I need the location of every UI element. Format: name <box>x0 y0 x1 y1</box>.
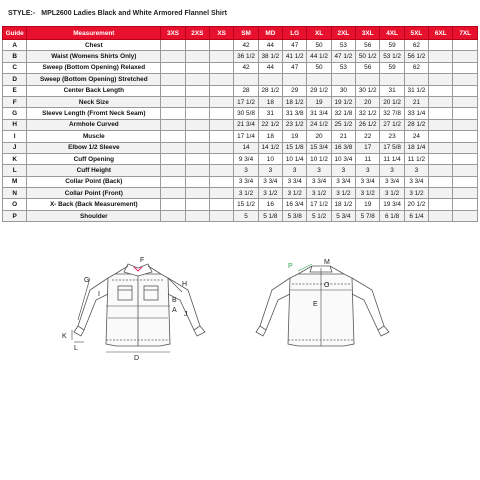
size-value-cell: 31 3/8 <box>283 108 307 119</box>
size-value-cell <box>234 74 258 85</box>
column-header: 3XS <box>161 27 185 40</box>
table-row <box>3 210 478 221</box>
size-value-cell: 3 1/2 <box>331 188 355 199</box>
size-value-cell <box>429 176 453 187</box>
size-value-cell: 10 1/4 <box>283 153 307 164</box>
size-value-cell: 24 <box>404 131 428 142</box>
size-value-cell: 47 1/2 <box>331 51 355 62</box>
size-value-cell: 25 1/2 <box>331 119 355 130</box>
size-value-cell: 3 <box>234 165 258 176</box>
measurement-name: Neck Size <box>27 96 161 107</box>
back-shirt-drawing <box>256 266 389 346</box>
table-header-row <box>3 27 478 40</box>
column-header: 7XL <box>453 27 478 40</box>
size-value-cell: 30 <box>331 85 355 96</box>
size-value-cell <box>185 62 209 73</box>
size-value-cell: 3 <box>380 165 404 176</box>
size-value-cell: 23 1/2 <box>283 119 307 130</box>
size-value-cell <box>453 40 478 51</box>
size-value-cell <box>210 119 234 130</box>
size-value-cell <box>453 176 478 187</box>
column-header: Measurement <box>27 27 161 40</box>
size-value-cell: 28 1/2 <box>404 119 428 130</box>
size-value-cell <box>161 142 185 153</box>
size-value-cell: 3 3/4 <box>234 176 258 187</box>
size-value-cell: 11 <box>356 153 380 164</box>
size-value-cell: 3 3/4 <box>404 176 428 187</box>
size-value-cell: 20 <box>307 131 331 142</box>
measurement-name: Armhole Curved <box>27 119 161 130</box>
size-value-cell <box>161 74 185 85</box>
size-value-cell: 10 1/2 <box>307 153 331 164</box>
size-value-cell <box>210 62 234 73</box>
size-value-cell: 3 3/4 <box>258 176 282 187</box>
size-value-cell <box>185 108 209 119</box>
size-value-cell <box>185 142 209 153</box>
table-row <box>3 85 478 96</box>
size-value-cell: 5 3/8 <box>283 210 307 221</box>
size-value-cell: 16 3/4 <box>283 199 307 210</box>
column-header: MD <box>258 27 282 40</box>
size-value-cell <box>453 74 478 85</box>
table-body <box>3 40 478 222</box>
size-value-cell <box>210 74 234 85</box>
measurement-name: Waist (Womens Shirts Only) <box>27 51 161 62</box>
size-value-cell: 31 <box>258 108 282 119</box>
size-value-cell: 15 3/4 <box>307 142 331 153</box>
column-header: SM <box>234 27 258 40</box>
table-row <box>3 51 478 62</box>
table-row <box>3 40 478 51</box>
size-value-cell: 44 <box>258 62 282 73</box>
size-value-cell <box>210 188 234 199</box>
size-value-cell: 44 1/2 <box>307 51 331 62</box>
size-value-cell <box>185 40 209 51</box>
size-value-cell <box>453 96 478 107</box>
label-i: I <box>98 291 100 298</box>
shirt-measurement-diagram <box>60 254 440 366</box>
size-value-cell <box>185 210 209 221</box>
guide-letter: K <box>3 153 27 164</box>
size-value-cell <box>210 96 234 107</box>
product-title: MPL2600 Ladies Black and White Armored Flannel Shirt <box>41 9 227 17</box>
size-value-cell: 5 7/8 <box>356 210 380 221</box>
size-value-cell: 10 <box>258 153 282 164</box>
size-value-cell: 3 <box>307 165 331 176</box>
size-value-cell <box>161 153 185 164</box>
size-value-cell <box>429 153 453 164</box>
size-value-cell: 59 <box>380 62 404 73</box>
size-value-cell <box>210 108 234 119</box>
style-label: STYLE:- <box>8 9 36 17</box>
size-value-cell: 50 <box>307 40 331 51</box>
size-value-cell <box>429 62 453 73</box>
size-value-cell: 3 <box>283 165 307 176</box>
size-value-cell: 29 1/2 <box>307 85 331 96</box>
size-value-cell <box>185 153 209 164</box>
size-value-cell: 53 <box>331 62 355 73</box>
size-value-cell: 9 3/4 <box>234 153 258 164</box>
size-value-cell: 11 1/4 <box>380 153 404 164</box>
size-value-cell: 3 3/4 <box>283 176 307 187</box>
guide-letter: D <box>3 74 27 85</box>
size-value-cell <box>161 62 185 73</box>
size-value-cell: 41 1/2 <box>283 51 307 62</box>
table-row <box>3 199 478 210</box>
guide-letter: E <box>3 85 27 96</box>
size-value-cell: 36 1/2 <box>234 51 258 62</box>
guide-letter: H <box>3 119 27 130</box>
size-value-cell <box>404 74 428 85</box>
size-value-cell <box>380 74 404 85</box>
size-value-cell: 28 <box>234 85 258 96</box>
size-value-cell: 19 <box>307 96 331 107</box>
size-value-cell <box>453 51 478 62</box>
size-value-cell: 3 1/2 <box>307 188 331 199</box>
size-value-cell: 42 <box>234 40 258 51</box>
size-value-cell: 32 1/8 <box>331 108 355 119</box>
size-value-cell <box>161 165 185 176</box>
guide-letter: B <box>3 51 27 62</box>
size-value-cell: 15 1/2 <box>234 199 258 210</box>
size-value-cell: 3 1/2 <box>380 188 404 199</box>
size-value-cell: 10 3/4 <box>331 153 355 164</box>
size-value-cell <box>185 96 209 107</box>
size-value-cell <box>429 142 453 153</box>
size-value-cell: 56 1/2 <box>404 51 428 62</box>
size-value-cell <box>210 176 234 187</box>
size-value-cell <box>453 119 478 130</box>
size-value-cell <box>429 131 453 142</box>
size-value-cell: 20 1/2 <box>404 199 428 210</box>
size-value-cell: 5 1/8 <box>258 210 282 221</box>
size-value-cell <box>453 153 478 164</box>
size-value-cell: 56 <box>356 40 380 51</box>
size-value-cell <box>161 199 185 210</box>
guide-letter: A <box>3 40 27 51</box>
size-value-cell <box>210 131 234 142</box>
size-value-cell: 20 1/2 <box>380 96 404 107</box>
size-value-cell: 32 7/8 <box>380 108 404 119</box>
size-value-cell: 6 1/4 <box>404 210 428 221</box>
size-value-cell: 18 <box>258 131 282 142</box>
guide-letter: C <box>3 62 27 73</box>
size-value-cell: 47 <box>283 40 307 51</box>
size-value-cell <box>356 74 380 85</box>
size-value-cell: 3 1/2 <box>258 188 282 199</box>
size-value-cell: 17 1/4 <box>234 131 258 142</box>
size-value-cell <box>210 210 234 221</box>
size-value-cell: 47 <box>283 62 307 73</box>
size-value-cell: 18 1/2 <box>283 96 307 107</box>
size-value-cell <box>185 199 209 210</box>
label-m: M <box>324 259 330 266</box>
size-value-cell: 28 1/2 <box>258 85 282 96</box>
size-value-cell <box>210 40 234 51</box>
label-g: G <box>84 277 90 284</box>
size-value-cell: 62 <box>404 62 428 73</box>
size-value-cell: 53 <box>331 40 355 51</box>
size-value-cell <box>429 210 453 221</box>
size-value-cell <box>331 74 355 85</box>
table-row <box>3 108 478 119</box>
size-value-cell: 42 <box>234 62 258 73</box>
measurement-name: Shoulder <box>27 210 161 221</box>
size-value-cell: 21 <box>404 96 428 107</box>
size-value-cell: 3 1/2 <box>234 188 258 199</box>
size-value-cell <box>161 51 185 62</box>
size-value-cell: 18 1/4 <box>404 142 428 153</box>
measurement-name: Center Back Length <box>27 85 161 96</box>
label-b: B <box>172 297 177 304</box>
size-value-cell <box>210 153 234 164</box>
size-value-cell: 3 3/4 <box>356 176 380 187</box>
size-value-cell <box>429 40 453 51</box>
size-value-cell: 31 1/2 <box>404 85 428 96</box>
column-header: XL <box>307 27 331 40</box>
column-header: 6XL <box>429 27 453 40</box>
size-value-cell: 22 <box>356 131 380 142</box>
size-value-cell: 6 1/8 <box>380 210 404 221</box>
guide-letter: P <box>3 210 27 221</box>
size-value-cell <box>185 85 209 96</box>
size-value-cell: 3 <box>258 165 282 176</box>
guide-letter: L <box>3 165 27 176</box>
size-value-cell <box>161 210 185 221</box>
size-value-cell: 3 3/4 <box>331 176 355 187</box>
size-value-cell: 29 <box>283 85 307 96</box>
size-value-cell: 50 <box>307 62 331 73</box>
size-value-cell: 3 <box>331 165 355 176</box>
label-d: D <box>134 355 140 362</box>
size-value-cell <box>453 165 478 176</box>
size-value-cell: 31 <box>380 85 404 96</box>
size-value-cell: 17 <box>356 142 380 153</box>
size-value-cell: 30 5/8 <box>234 108 258 119</box>
size-value-cell <box>429 74 453 85</box>
table-row <box>3 119 478 130</box>
size-value-cell: 5 1/2 <box>307 210 331 221</box>
size-value-cell <box>161 119 185 130</box>
column-header: LG <box>283 27 307 40</box>
size-value-cell <box>210 199 234 210</box>
label-p: P <box>288 263 293 270</box>
size-value-cell: 11 1/2 <box>404 153 428 164</box>
measurement-name: Chest <box>27 40 161 51</box>
label-o: O <box>324 282 330 289</box>
size-value-cell <box>210 51 234 62</box>
measurement-name: Sleeve Length (Fromt Neck Seam) <box>27 108 161 119</box>
size-value-cell: 24 1/2 <box>307 119 331 130</box>
size-value-cell: 5 <box>234 210 258 221</box>
table-row <box>3 188 478 199</box>
size-value-cell: 15 1/8 <box>283 142 307 153</box>
size-value-cell <box>210 142 234 153</box>
table-row <box>3 153 478 164</box>
size-value-cell: 26 1/2 <box>356 119 380 130</box>
label-h: H <box>182 281 188 288</box>
size-value-cell <box>429 199 453 210</box>
label-e: E <box>313 301 318 308</box>
size-value-cell: 3 3/4 <box>380 176 404 187</box>
size-value-cell <box>161 96 185 107</box>
size-value-cell <box>161 108 185 119</box>
size-value-cell: 3 1/2 <box>404 188 428 199</box>
size-value-cell <box>185 119 209 130</box>
size-value-cell <box>453 62 478 73</box>
guide-letter: O <box>3 199 27 210</box>
front-shirt-drawing <box>74 264 205 346</box>
size-value-cell: 19 3/4 <box>380 199 404 210</box>
size-value-cell <box>185 165 209 176</box>
size-value-cell <box>161 40 185 51</box>
size-value-cell: 56 <box>356 62 380 73</box>
size-value-cell: 22 1/2 <box>258 119 282 130</box>
measurement-name: Collar Point (Back) <box>27 176 161 187</box>
size-value-cell <box>210 165 234 176</box>
size-value-cell: 21 <box>331 131 355 142</box>
size-value-cell: 17 1/2 <box>234 96 258 107</box>
column-header: 5XL <box>404 27 428 40</box>
measurement-name: Sweep (Bottom Opening) Relaxed <box>27 62 161 73</box>
size-value-cell <box>453 188 478 199</box>
size-value-cell: 20 <box>356 96 380 107</box>
size-value-cell <box>161 176 185 187</box>
size-value-cell: 23 <box>380 131 404 142</box>
size-value-cell: 50 1/2 <box>356 51 380 62</box>
size-value-cell <box>307 74 331 85</box>
guide-letter: J <box>3 142 27 153</box>
size-value-cell <box>453 108 478 119</box>
size-value-cell: 5 3/4 <box>331 210 355 221</box>
guide-letter: F <box>3 96 27 107</box>
column-header: 2XS <box>185 27 209 40</box>
size-value-cell <box>429 165 453 176</box>
label-j: J <box>184 311 188 318</box>
size-value-cell: 21 3/4 <box>234 119 258 130</box>
column-header: XS <box>210 27 234 40</box>
guide-letter: N <box>3 188 27 199</box>
size-value-cell: 3 <box>404 165 428 176</box>
size-value-cell: 30 1/2 <box>356 85 380 96</box>
size-value-cell <box>210 85 234 96</box>
size-value-cell <box>185 74 209 85</box>
size-value-cell: 38 1/2 <box>258 51 282 62</box>
size-value-cell <box>453 210 478 221</box>
size-value-cell: 18 1/2 <box>331 199 355 210</box>
measurement-name: X- Back (Back Measurement) <box>27 199 161 210</box>
size-spec-table <box>2 26 478 222</box>
size-value-cell <box>258 74 282 85</box>
size-value-cell: 17 1/2 <box>307 199 331 210</box>
size-value-cell: 16 3/8 <box>331 142 355 153</box>
size-value-cell <box>161 188 185 199</box>
size-value-cell: 62 <box>404 40 428 51</box>
label-f: F <box>140 257 145 264</box>
size-value-cell <box>453 142 478 153</box>
size-value-cell <box>429 51 453 62</box>
measurement-name: Cuff Opening <box>27 153 161 164</box>
size-value-cell <box>161 85 185 96</box>
size-value-cell <box>283 74 307 85</box>
size-value-cell <box>429 188 453 199</box>
size-value-cell <box>429 108 453 119</box>
size-value-cell: 19 1/2 <box>331 96 355 107</box>
column-header: 3XL <box>356 27 380 40</box>
label-a: A <box>172 307 177 314</box>
size-value-cell: 3 1/2 <box>356 188 380 199</box>
guide-letter: G <box>3 108 27 119</box>
measurement-name: Muscle <box>27 131 161 142</box>
table-row <box>3 176 478 187</box>
size-value-cell <box>429 85 453 96</box>
measurement-name: Elbow 1/2 Sleeve <box>27 142 161 153</box>
measurement-name: Cuff Height <box>27 165 161 176</box>
size-value-cell: 19 <box>356 199 380 210</box>
size-value-cell <box>185 176 209 187</box>
column-header: 2XL <box>331 27 355 40</box>
size-value-cell: 14 <box>234 142 258 153</box>
size-value-cell <box>453 85 478 96</box>
size-value-cell: 53 1/2 <box>380 51 404 62</box>
size-value-cell: 44 <box>258 40 282 51</box>
label-k: K <box>62 333 67 340</box>
size-value-cell: 14 1/2 <box>258 142 282 153</box>
size-value-cell <box>453 131 478 142</box>
size-value-cell <box>185 131 209 142</box>
style-header <box>2 2 478 24</box>
size-value-cell <box>429 119 453 130</box>
size-value-cell <box>429 96 453 107</box>
table-row <box>3 62 478 73</box>
size-value-cell: 32 1/2 <box>356 108 380 119</box>
size-value-cell: 3 <box>356 165 380 176</box>
size-value-cell <box>453 199 478 210</box>
label-l: L <box>74 345 78 352</box>
column-header: Guide <box>3 27 27 40</box>
size-value-cell: 17 5/8 <box>380 142 404 153</box>
size-value-cell <box>161 131 185 142</box>
size-value-cell <box>185 51 209 62</box>
column-header: 4XL <box>380 27 404 40</box>
measurement-name: Sweep (Bottom Opening) Stretched <box>27 74 161 85</box>
size-value-cell: 31 3/4 <box>307 108 331 119</box>
size-value-cell: 19 <box>283 131 307 142</box>
size-value-cell: 3 3/4 <box>307 176 331 187</box>
size-value-cell: 33 1/4 <box>404 108 428 119</box>
size-value-cell: 59 <box>380 40 404 51</box>
size-value-cell <box>185 188 209 199</box>
guide-letter: I <box>3 131 27 142</box>
table-row <box>3 74 478 85</box>
size-value-cell: 3 1/2 <box>283 188 307 199</box>
size-value-cell: 18 <box>258 96 282 107</box>
table-row <box>3 165 478 176</box>
table-row <box>3 96 478 107</box>
guide-letter: M <box>3 176 27 187</box>
table-row <box>3 142 478 153</box>
table-row <box>3 131 478 142</box>
measurement-name: Collar Point (Front) <box>27 188 161 199</box>
size-value-cell: 27 1/2 <box>380 119 404 130</box>
size-value-cell: 16 <box>258 199 282 210</box>
